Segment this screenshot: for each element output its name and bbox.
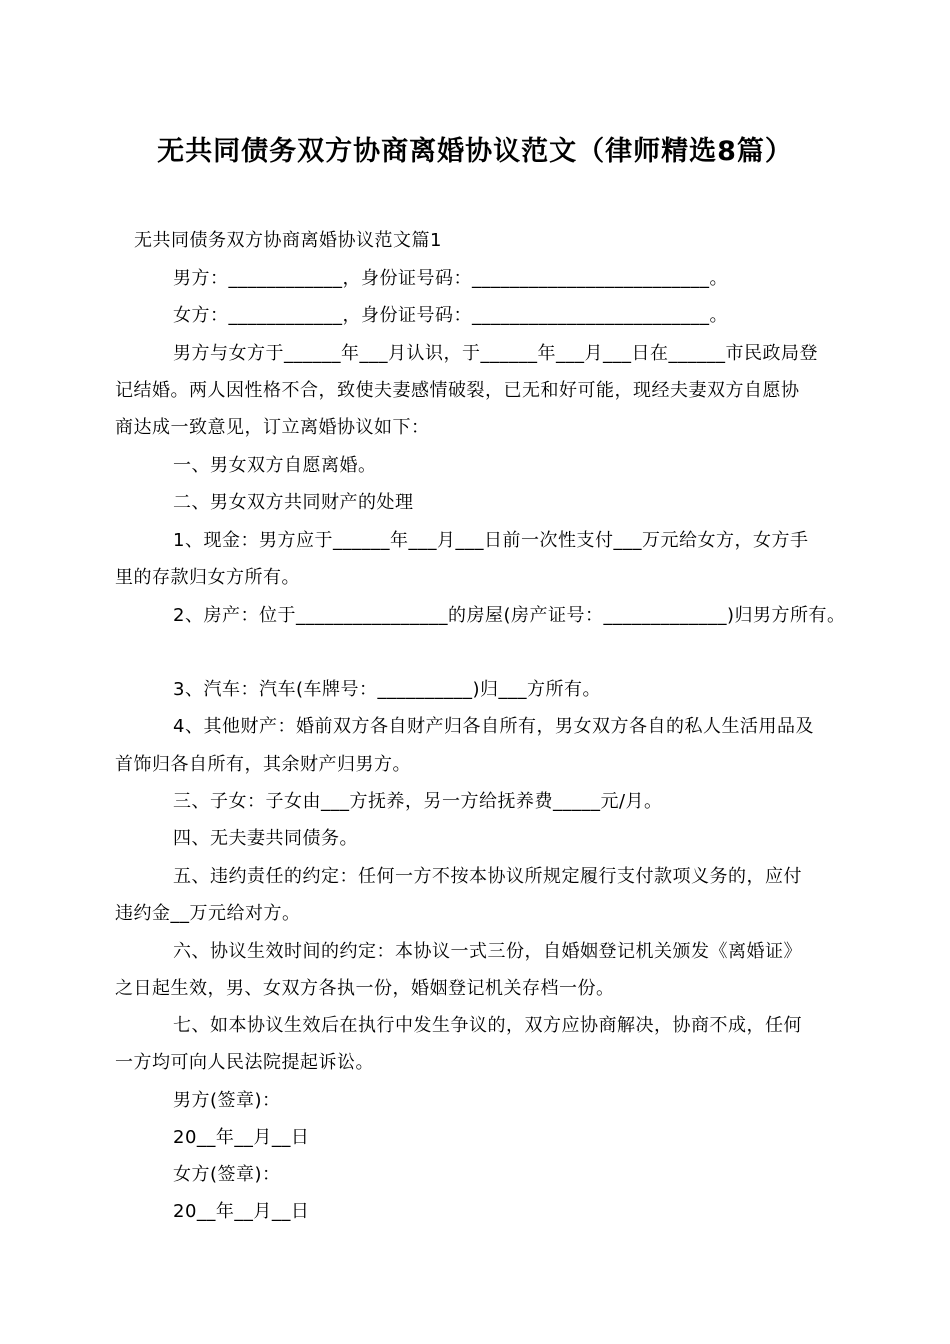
clause-line: 2、房产：位于________________的房屋(房产证号：_____________)归男方所有。 <box>173 605 846 626</box>
clause-line: 一、男女双方自愿离婚。 <box>173 455 377 476</box>
clause-line: 七、如本协议生效后在执行中发生争议的，双方应协商解决，协商不成，任何 <box>173 1015 802 1036</box>
clause-line: 3、汽车：汽车(车牌号：__________)归___方所有。 <box>173 679 601 700</box>
document-title: 无共同债务双方协商离婚协议范文（律师精选8篇） <box>157 136 793 167</box>
clause-line: 违约金__万元给对方。 <box>115 903 301 924</box>
paragraph-line: 商达成一致意见，订立离婚协议如下： <box>115 417 430 438</box>
paragraph-line: 记结婚。两人因性格不合，致使夫妻感情破裂，已无和好可能，现经夫妻双方自愿协 <box>115 380 800 401</box>
clause-line: 二、男女双方共同财产的处理 <box>173 492 414 513</box>
paragraph-line: 男方与女方于______年___月认识，于______年___月___日在______市民政局登 <box>173 343 818 364</box>
clause-line: 里的存款归女方所有。 <box>115 567 300 588</box>
male-signature-line: 男方(签章)： <box>173 1090 281 1111</box>
section-heading: 无共同债务双方协商离婚协议范文篇1 <box>134 230 442 251</box>
clause-line: 一方均可向人民法院提起诉讼。 <box>115 1052 374 1073</box>
clause-line: 五、违约责任的约定：任何一方不按本协议所规定履行支付款项义务的，应付 <box>173 866 802 887</box>
male-signature-date: 20__年__月__日 <box>173 1127 310 1148</box>
clause-line: 四、无夫妻共同债务。 <box>173 828 358 849</box>
clause-line: 1、现金：男方应于______年___月___日前一次性支付___万元给女方，女方手 <box>173 530 809 551</box>
male-party-line: 男方：____________，身份证号码：_________________________。 <box>173 268 728 289</box>
clause-line: 六、协议生效时间的约定：本协议一式三份，自婚姻登记机关颁发《离婚证》 <box>173 941 802 962</box>
clause-line: 4、其他财产：婚前双方各自财产归各自所有，男女双方各自的私人生活用品及 <box>173 716 814 737</box>
clause-line: 三、子女：子女由___方抚养，另一方给抚养费_____元/月。 <box>173 791 663 812</box>
female-signature-date: 20__年__月__日 <box>173 1201 310 1222</box>
female-signature-line: 女方(签章)： <box>173 1164 281 1185</box>
clause-line: 首饰归各自所有，其余财产归男方。 <box>115 754 411 775</box>
female-party-line: 女方：____________，身份证号码：_________________________。 <box>173 305 728 326</box>
clause-line: 之日起生效，男、女双方各执一份，婚姻登记机关存档一份。 <box>115 978 615 999</box>
